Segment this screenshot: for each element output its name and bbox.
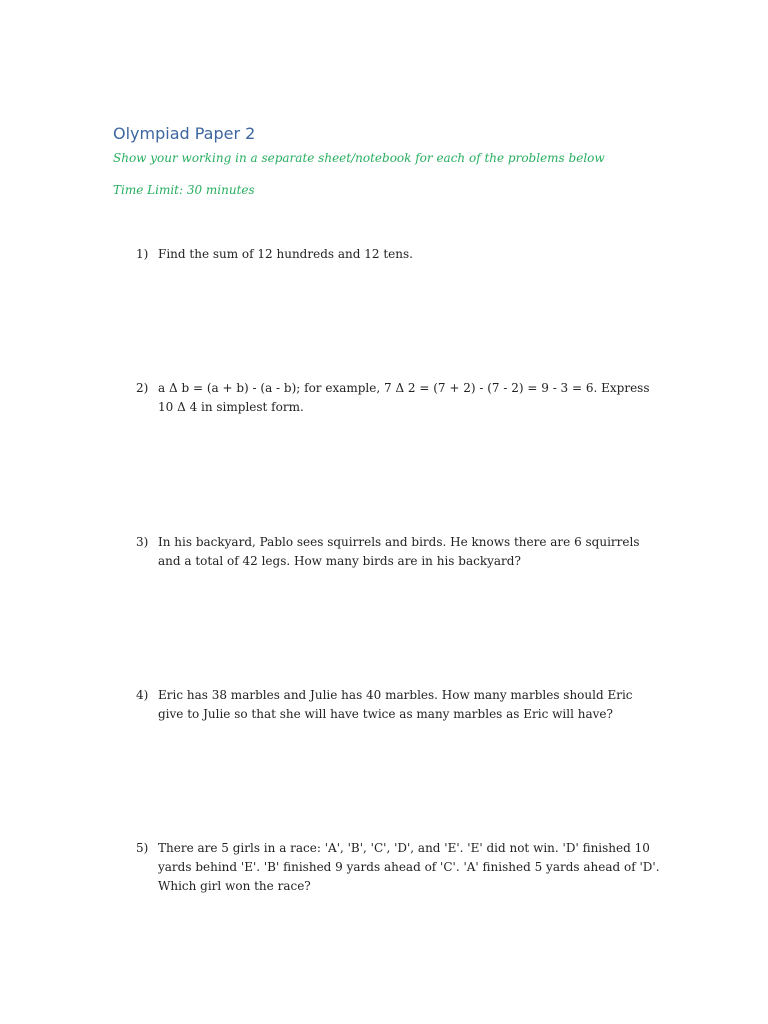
- question-number: 3): [136, 535, 149, 549]
- question-1: [136, 245, 660, 264]
- question-5: [136, 839, 660, 896]
- question-text: Find the sum of 12 hundreds and 12 tens.: [158, 247, 413, 261]
- question-number: 4): [136, 688, 149, 702]
- question-number: 5): [136, 841, 149, 855]
- question-3: [136, 533, 660, 571]
- question-text: There are 5 girls in a race: 'A', 'B', 'C', 'D', and 'E'. 'E' did not win. 'D' finished 10 yards behind 'E'. 'B' finished 9 yards ahead of 'C'. 'A' finished 5 yards ahead of 'D'. Which girl won the race?: [158, 841, 660, 893]
- question-text: Eric has 38 marbles and Julie has 40 marbles. How many marbles should Eric give to Julie so that she will have twice as many marbles as Eric will have?: [158, 688, 633, 721]
- instruction-text: Show your working in a separate sheet/notebook for each of the problems below: [113, 151, 605, 165]
- question-4: [136, 686, 660, 724]
- question-2: [136, 379, 660, 417]
- question-number: 1): [136, 247, 149, 261]
- time-limit-text: Time Limit: 30 minutes: [113, 183, 255, 197]
- question-text: In his backyard, Pablo sees squirrels and birds. He knows there are 6 squirrels and a total of 42 legs. How many birds are in his backyard?: [158, 535, 640, 568]
- question-number: 2): [136, 381, 149, 395]
- question-text: a Δ b = (a + b) - (a - b); for example, 7 Δ 2 = (7 + 2) - (7 - 2) = 9 - 3 = 6. Express 10 Δ 4 in simplest form.: [158, 381, 650, 414]
- page-title: Olympiad Paper 2: [113, 124, 256, 143]
